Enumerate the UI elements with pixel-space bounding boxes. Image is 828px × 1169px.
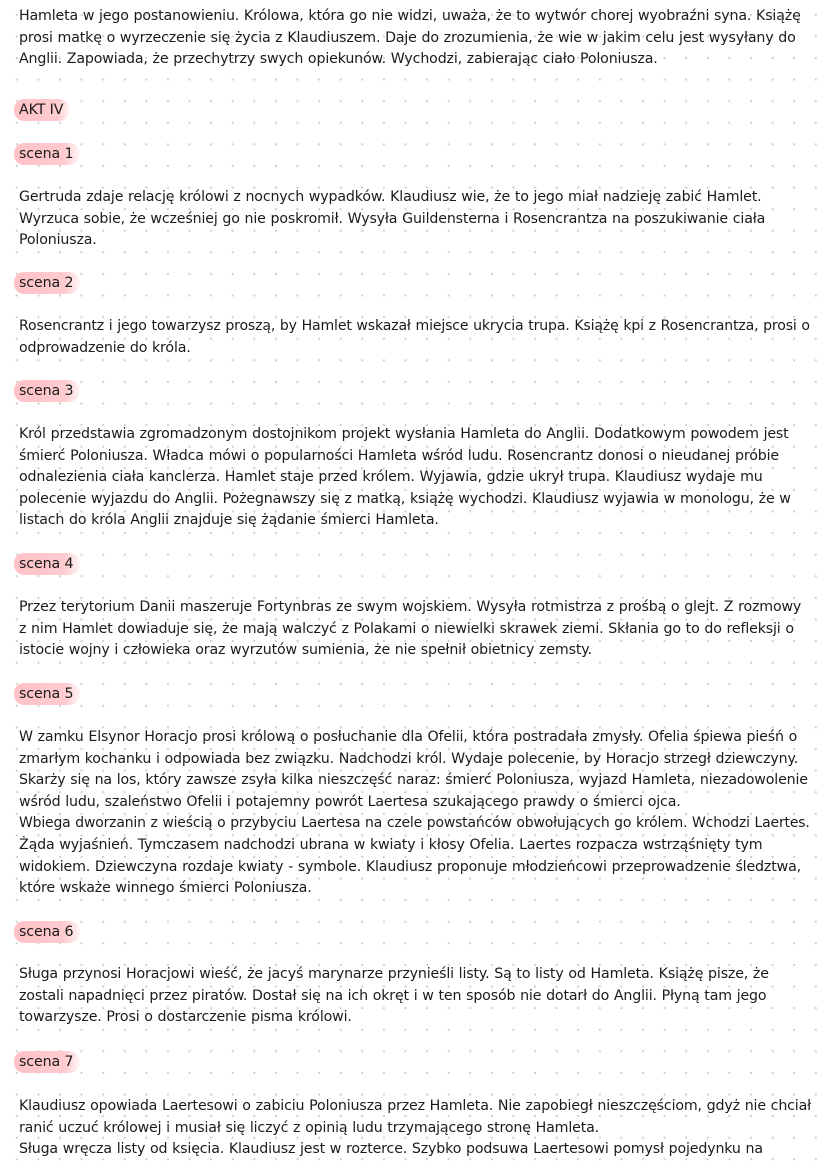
text-line: W zamku Elsynor Horacjo prosi królową o posłuchanie dla Ofelii, która postradała zmysły. Ofelia śpiewa pieśń o	[19, 729, 798, 745]
text-line: Poloniusza.	[19, 232, 97, 249]
text-line: Wyrzuca sobie, że wcześniej go nie poskromił. Wysyła Guildensterna i Rosencrantza na poszukiwanie ciała	[19, 210, 766, 227]
text-line: widokiem. Dziewczyna rozdaje kwiaty - symbole. Klaudiusz proponuje młodzieńcowi przeprowadzenie śledztwa,	[19, 858, 801, 875]
text-line: Hamleta w jego postanowieniu. Królowa, która go nie widzi, uważa, że to wytwór chorej wyobraźni syna. Książę	[19, 8, 801, 24]
text-line: które wskaże winnego śmierci Poloniusza.	[19, 880, 312, 897]
scene-4-heading: scena 4	[14, 553, 80, 575]
act-heading: AKT IV	[14, 99, 70, 121]
text-line: z nim Hamlet dowiaduje się, że mają walczyć z Polakami o niewielki skrawek ziemi. Skłania go to do refleksji o	[19, 620, 794, 637]
text-line: istocie wojny i człowieka oraz wyrzutów sumienia, że nie spełnił obietnicy zemsty.	[19, 642, 592, 659]
scene-7-heading: scena 7	[14, 1051, 80, 1073]
scene-7-paragraph	[19, 1096, 813, 1161]
text-line: Gertruda zdaje relację królowi z nocnych wypadków. Klaudiusz wie, że to jego miał nadzieję zabić Hamlet.	[19, 189, 762, 205]
text-line: Klaudiusz opowiada Laertesowi o zabiciu Poloniusza przez Hamleta. Nie zapobiegł nieszczęściom, gdyż nie chciał	[19, 1098, 812, 1114]
scene-2-paragraph	[19, 316, 813, 359]
text-line: Wbiega dworzanin z wieścią o przybyciu Laertesa na czele powstańców obwołujących go królem. Wchodzi Laertes.	[19, 815, 810, 832]
text-line: polecenie wyjazdu do Anglii. Pożegnawszy się z matką, książę wychodzi. Klaudiusz wyjawia w monologu, że w	[19, 490, 791, 507]
text-line: zmarłym kochanku i odpowiada bez związku. Nadchodzi król. Wydaje polecenie, by Horacjo strzegł dziewczyny.	[19, 750, 799, 767]
text-line: odprowadzenie do króla.	[19, 339, 191, 356]
text-line: Przez terytorium Danii maszeruje Fortynbras ze swym wojskiem. Wysyła rotmistrza z prośbą o glejt. Z rozmowy	[19, 599, 802, 615]
text-line: Król przedstawia zgromadzonym dostojnikom projekt wysłania Hamleta do Anglii. Dodatkowym powodem jest	[19, 426, 789, 442]
text-line: listach do króla Anglii znajduje się żądanie śmierci Hamleta.	[19, 512, 439, 529]
scene-3-paragraph	[19, 424, 813, 532]
text-line: wśród ludu, szaleństwo Ofelii i potajemny powrót Laertesa szukającego prawdy o śmierci ojca.	[19, 793, 681, 810]
scene-5-paragraph	[19, 727, 813, 900]
text-line: Sługa przynosi Horacjowi wieść, że jacyś marynarze przynieśli listy. Są to listy od Hamleta. Książę pisze, że	[19, 966, 769, 982]
text-line: Skarży się na los, który zawsze zsyła kilka nieszczęść naraz: śmierć Poloniusza, wyjazd Hamleta, niezadowolenie	[19, 772, 808, 789]
text-line: Żąda wyjaśnień. Tymczasem nadchodzi ubrana w kwiaty i kłosy Ofelia. Laertes rozpacza wstrząśnięty tym	[19, 836, 763, 853]
text-line: prosi matkę o wyrzeczenie się życia z Klaudiuszem. Daje do zrozumienia, że wie w jakim celu jest wysyłany do	[19, 29, 796, 46]
text-line: śmierć Poloniusza. Władca mówi o popularności Hamleta wśród ludu. Rosencrantz donosi o nieudanej próbie	[19, 447, 779, 464]
scene-3-heading: scena 3	[14, 380, 80, 402]
text-line: Rosencrantz i jego towarzysz proszą, by Hamlet wskazał miejsce ukrycia trupa. Książę kpi z Rosencrantza, prosi o	[19, 318, 810, 334]
scene-5-heading: scena 5	[14, 683, 80, 705]
text-line: odnalezienia ciała kanclerza. Hamlet staje przed królem. Wyjawia, gdzie ukrył trupa. Klaudiusz wydaje mu	[19, 469, 763, 486]
text-line: Sługa wręcza listy od księcia. Klaudiusz jest w rozterce. Szybko podsuwa Laertesowi pomysł pojedynku na	[19, 1141, 763, 1158]
scene-4-paragraph	[19, 597, 813, 662]
scene-6-paragraph	[19, 964, 813, 1029]
scene-1-paragraph	[19, 187, 813, 252]
text-line: zostali napadnięci przez piratów. Dostał się na ich okręt i w ten sposób nie dotarł do Anglii. Płyną tam jego	[19, 987, 767, 1004]
intro-paragraph	[19, 6, 813, 71]
text-line: Anglii. Zapowiada, że przechytrzy swych opiekunów. Wychodzi, zabierając ciało Poloniusza.	[19, 51, 658, 68]
scene-6-heading: scena 6	[14, 921, 80, 943]
text-line: ranić uczuć królowej i musiał się liczyć z opinią ludu trzymającego stronę Hamleta.	[19, 1119, 600, 1136]
text-line: towarzysze. Prosi o dostarczenie pisma królowi.	[19, 1009, 352, 1026]
scene-2-heading: scena 2	[14, 272, 80, 294]
scene-1-heading: scena 1	[14, 143, 80, 165]
